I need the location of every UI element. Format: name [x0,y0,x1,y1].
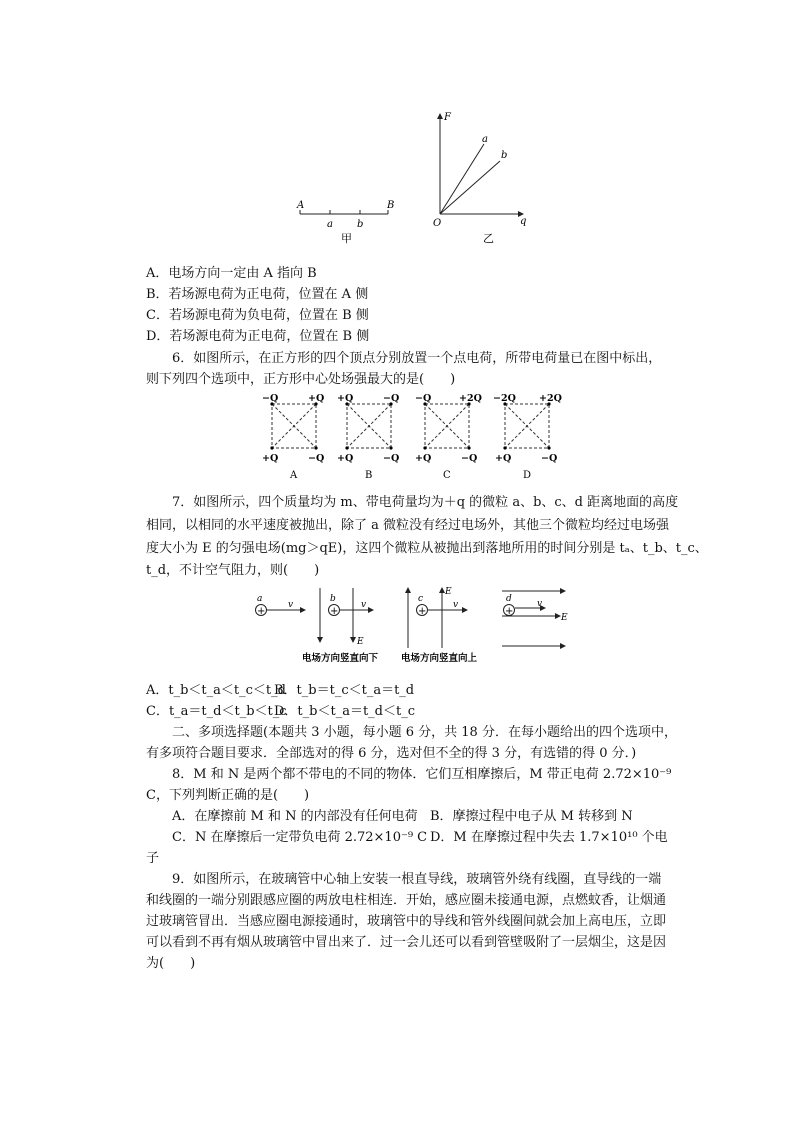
point-b-label: b [357,219,364,230]
charge-label: +2Q [539,393,562,404]
charge-label: +Q [415,453,432,464]
charge-label: −Q [383,393,400,404]
caption-field-up: 电场方向竖直向上 [401,653,478,664]
square-A [262,393,324,481]
q9-stem-line1: 9．如图所示，在玻璃管中心轴上安装一根直导线，玻璃管外绕有线圈，直导线的一端 [172,872,662,887]
caption-field-down: 电场方向竖直向下 [302,653,379,664]
plus-sign: + [418,606,427,617]
figure-yi-caption: 乙 [483,232,494,245]
q9-stem-line5: 为( ) [146,956,196,971]
field-E-label: E [357,637,364,647]
q7-stem-line3: 度大小为 E 的匀强电场(mg＞qE)，这四个微粒从被抛出到落地所用的时间分别是 tₐ、t_b、t_c、 [146,541,708,556]
figure-q6-squares [255,392,565,484]
figure-jia [290,195,405,247]
figure-jia-caption: 甲 [341,232,352,245]
velocity-label: v [453,600,459,610]
figure-yi [428,108,538,246]
charge-label: −Q [415,393,432,404]
charge-label: +Q [495,453,512,464]
square-D [493,393,562,481]
plus-sign: + [330,606,339,617]
axis-q-label: q [520,216,527,227]
charge-label: −Q [461,453,478,464]
axis-F-label: F [444,112,451,123]
q7-stem-line1: 7．如图所示，四个质量均为 m、带电荷量均为＋q 的微粒 a、b、c、d 距离地面的高度 [172,495,679,510]
particle-d-label: d [506,594,512,604]
q8-stem-line2: C，下列判断正确的是( ) [146,788,310,803]
section2-title-line1: 二、多项选择题(本题共 3 小题，每小题 6 分，共 18 分．在每小题给出的四个选项中， [172,725,677,740]
q8-option-d-continued: 子 [146,851,160,866]
q8-option-a: A．在摩擦前 M 和 N 的内部没有任何电荷 [172,809,418,824]
q9-stem-line3: 过玻璃管冒出．当感应圈电源接通时，玻璃管中的导线和管外线圈间就会加上高电压，立即 [146,914,667,929]
point-A-label: A [297,200,305,211]
point-B-label: B [387,200,395,211]
particle-b-label: b [330,594,336,604]
square-label: B [365,470,373,481]
q7-option-b: B．t_b＝t_c＜t_a＝t_d [274,683,415,698]
q5-option-a: A．电场方向一定由 A 指向 B [146,266,317,281]
particle-c-label: c [418,594,424,604]
q7-option-a: A．t_b＜t_a＜t_c＜t_d [146,683,286,698]
charge-label: +2Q [459,393,482,404]
q8-option-c: C．N 在摩擦后一定带负电荷 2.72×10⁻⁹ C [172,830,428,845]
charge-label: −Q [541,453,558,464]
q5-option-c: C．若场源电荷为负电荷，位置在 B 侧 [146,308,369,323]
q7-option-c: C．t_a＝t_d＜t_b＜t_c [146,704,287,719]
q6-stem-line2: 则下列四个选项中，正方形中心处场强最大的是( ) [146,372,456,387]
square-C [415,393,482,481]
charge-label: +Q [308,393,325,404]
particle-a-label: a [257,594,263,604]
charge-label: +Q [337,453,354,464]
q5-option-b: B．若场源电荷为正电荷，位置在 A 侧 [146,287,369,302]
plus-sign: + [505,606,514,617]
charge-label: −2Q [493,393,516,404]
figure-q7-particles [245,582,575,666]
square-label: D [523,470,532,481]
charge-label: +Q [262,453,279,464]
charge-label: −Q [383,453,400,464]
q9-stem-line4: 可以看到不再有烟从玻璃管中冒出来了．过一会儿还可以看到管壁吸附了一层烟尘，这是因 [146,935,667,950]
point-a-label: a [327,219,333,230]
q7-stem-line4: t_d，不计空气阻力，则( ) [146,563,320,578]
field-E-label: E [561,613,568,623]
q8-option-d: D．M 在摩擦过程中失去 1.7×10¹⁰ 个电 [430,830,668,845]
q8-option-b: B．摩擦过程中电子从 M 转移到 N [430,809,633,824]
q7-stem-line2: 相同，以相同的水平速度被抛出，除了 a 微粒没有经过电场外，其他三个微粒均经过电场强 [146,518,670,533]
square-label: A [290,470,298,481]
q6-stem-line1: 6．如图所示，在正方形的四个顶点分别放置一个点电荷，所带电荷量已在图中标出， [172,351,662,366]
origin-O-label: O [433,218,442,229]
section2-title-line2: 有多项符合题目要求．全部选对的得 6 分，选对但不全的得 3 分，有选错的得 0 分．) [146,746,637,761]
q5-option-d: D．若场源电荷为正电荷，位置在 B 侧 [146,329,370,344]
q7-option-d: D．t_b＜t_a＝t_d＜t_c [274,704,415,719]
charge-label: −Q [262,393,279,404]
plus-sign: + [257,606,266,617]
charge-label: −Q [308,453,325,464]
velocity-label: v [361,600,367,610]
line-a-label: a [482,134,488,145]
field-E-label: E [445,587,452,597]
q9-stem-line2: 和线圈的一端分别跟感应圈的两放电柱相连．开始，感应圈未接通电源，点燃蚊香，让烟通 [146,893,667,908]
line-b-label: b [501,150,508,161]
charge-label: +Q [337,393,354,404]
square-B [337,393,399,481]
square-label: C [443,470,451,481]
velocity-label: v [288,600,294,610]
velocity-label: v [537,599,543,609]
q8-stem-line1: 8．M 和 N 是两个都不带电的不同的物体．它们互相摩擦后，M 带正电荷 2.72×10⁻⁹ [172,767,672,782]
